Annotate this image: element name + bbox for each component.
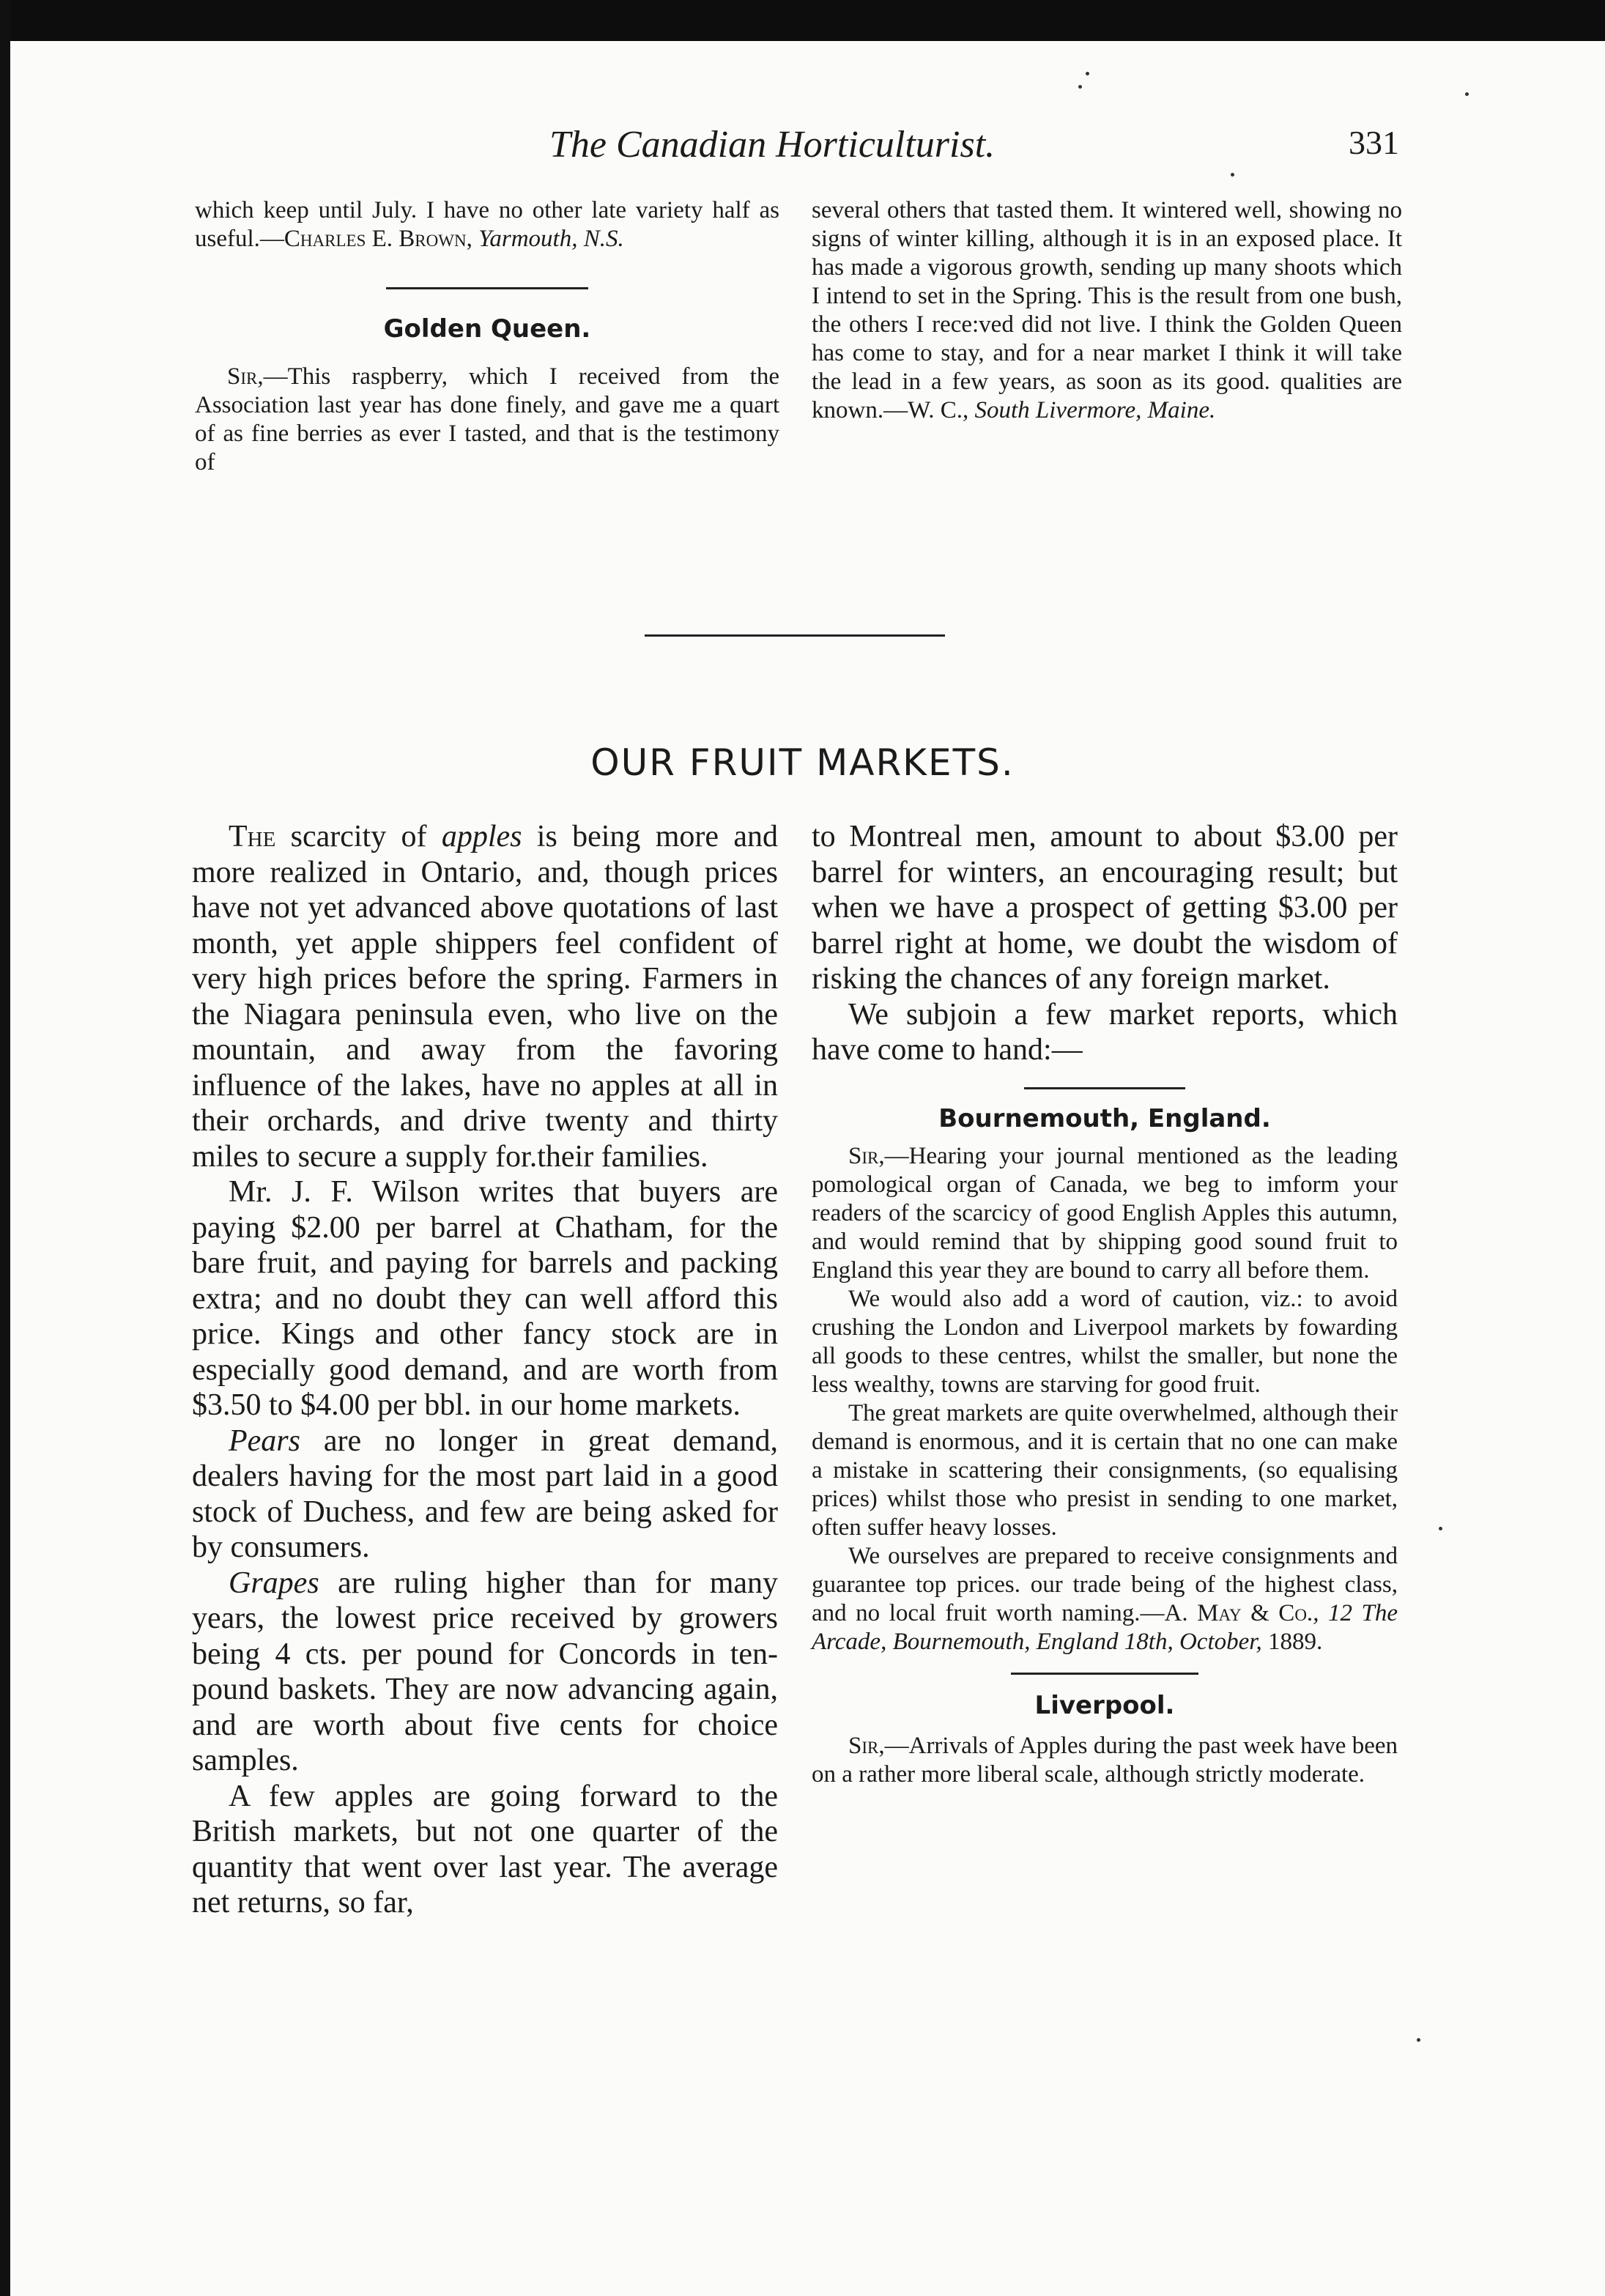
section-divider — [386, 287, 588, 289]
paragraph-pears: Pears are no longer in great demand, dealers having for the most part laid in a good stock of Duchess, and few are being asked for by consumers. — [192, 1423, 778, 1564]
top-right-column — [812, 196, 1402, 425]
article-divider — [645, 634, 945, 637]
bournemouth-p3: The great markets are quite overwhelmed, although their demand is enormous, and it is certain that no one can make a mistake in scattering their consignments, (so equalising prices) whilst those who presist in sending to one market, often suffer heavy losses. — [812, 1399, 1398, 1541]
section-divider — [1024, 1087, 1185, 1089]
page-number: 331 — [1349, 124, 1399, 161]
scan-left-border — [0, 0, 10, 2296]
liverpool-p1: Sir,—Arrivals of Apples during the past week have been on a rather more liberal scale, although strictly moderate. — [812, 1732, 1398, 1788]
paragraph-grapes: Grapes are ruling higher than for many years, the lowest price received by growers being 4 cts. per pound for Concords in ten-pound baskets. They are now advancing again, and are worth about five cents for choice samples. — [192, 1566, 778, 1777]
paragraph-montreal: to Montreal men, amount to about $3.00 per barrel for winters, an encouraging result; but when we have a prospect of getting $3.00 per barrel right at home, we doubt the wisdom of risking the chances of any foreign market. — [812, 820, 1398, 996]
main-left-column — [192, 819, 778, 1921]
paragraph-british-markets: A few apples are going forward to the British markets, but not one quarter of the quantity that went over last year. The average net returns, so far, — [192, 1779, 778, 1919]
heading-bournemouth: Bournemouth, England. — [938, 1103, 1271, 1133]
liverpool-letter — [812, 1732, 1398, 1789]
bournemouth-p2: We would also add a word of caution, viz.: to avoid crushing the London and Liverpool markets by fowarding all goods to these centres, whilst the smaller, but none the less wealthy, towns are starving for good fruit. — [812, 1285, 1398, 1398]
golden-queen-letter: Sir,—This raspberry, which I received from the Association last year has done finely, and gave me a quart of as fine berries as ever I tasted, and that is the testimony of — [195, 363, 779, 475]
main-right-column — [812, 819, 1398, 1789]
top-left-column — [195, 196, 779, 477]
journal-title: The Canadian Horticulturist. — [549, 124, 996, 166]
golden-queen-letter-cont: several others that tasted them. It wintered well, showing no signs of winter killing, although it is in an exposed place. It has made a vigorous growth, sending up many shoots which I intend to set in the Spring. This is the result from one bush, the others I rece:ved did not live. I think the Golden Queen has come to stay, and for a near market I think it will take the lead in a few years, as soon as its good. qualities are known.—W. C., South Livermore, Maine. — [812, 197, 1402, 423]
article-title: OUR FRUIT MARKETS. — [590, 741, 1015, 784]
paragraph-scarcity: The scarcity of apples is being more and more realized in Ontario, and, though prices have not yet advanced above quotations of last month, yet apple shippers feel confident of very high prices before the spring. Farmers in the Niagara peninsula even, who live on the mountain, and away from the favoring influence of the lakes, have no apples at all in their orchards, and drive twenty and thirty miles to secure a supply for.their families. — [192, 820, 778, 1174]
paragraph-subjoin: We subjoin a few market reports, which have come to hand:— — [812, 997, 1398, 1067]
bournemouth-p4: We ourselves are prepared to receive consignments and guarantee top prices. our trade being of the highest class, and no local fruit worth naming.—A. May & Co., 12 The Arcade, Bournemouth, England 18th, October, 1889. — [812, 1542, 1398, 1655]
running-header — [190, 117, 1399, 176]
scan-top-border — [0, 0, 1605, 41]
bournemouth-letter — [812, 1142, 1398, 1656]
bournemouth-p1: Sir,—Hearing your journal mentioned as the leading pomological organ of Canada, we beg to imform your readers of the scarcicy of good English Apples this autumn, and would remind that by shipping good sound fruit to England this year they are bound to carry all before them. — [812, 1142, 1398, 1284]
heading-liverpool: Liverpool. — [1034, 1690, 1175, 1720]
heading-golden-queen: Golden Queen. — [383, 314, 591, 344]
brown-letter-end: which keep until July. I have no other late variety half as useful.—Charles E. Brown, Yarmouth, N.S. — [195, 197, 779, 252]
paragraph-wilson: Mr. J. F. Wilson writes that buyers are paying $2.00 per barrel at Chatham, for the bare fruit, and paying for barrels and packing extra; and no doubt they can well afford this price. Kings and other fancy stock are in especially good demand, and are worth from $3.50 to $4.00 per bbl. in our home markets. — [192, 1175, 778, 1422]
section-divider — [1011, 1673, 1198, 1675]
